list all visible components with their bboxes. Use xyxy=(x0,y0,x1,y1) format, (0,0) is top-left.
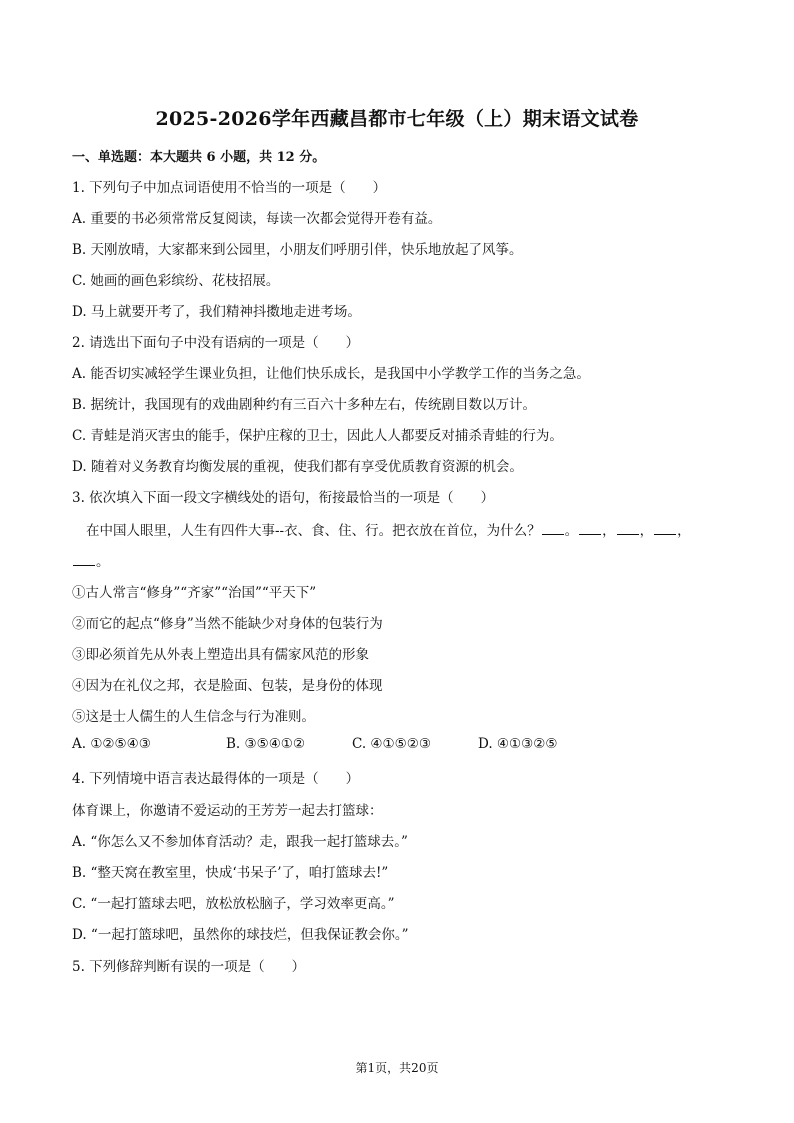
answer-blank-3 xyxy=(617,520,639,535)
answer-blank-2 xyxy=(579,520,601,535)
question-1-stem: 1. 下列句子中加点词语使用不恰当的一项是（ ） xyxy=(72,180,387,196)
answer-blank-4 xyxy=(654,520,676,535)
question-4-stem: 4. 下列情境中语言表达最得体的一项是（ ） xyxy=(72,771,360,787)
section-heading: 一、单选题：本大题共 6 小题，共 12 分。 xyxy=(72,150,326,165)
answer-blank-1 xyxy=(542,520,564,535)
question-2-option-a: A. 能否切实减轻学生课业负担，让他们快乐成长，是我国中小学教学工作的当务之急。 xyxy=(72,366,590,382)
page-footer: 第1页，共20页 xyxy=(355,1061,439,1075)
question-2-option-c: C. 青蛙是消灭害虫的能手，保护庄稼的卫士，因此人人都要反对捕杀青蛙的行为。 xyxy=(72,428,563,444)
question-3-option-c: C. ④①⑤②③ xyxy=(352,736,431,752)
question-5-stem: 5. 下列修辞判断有误的一项是（ ） xyxy=(72,959,306,975)
question-3-option-d: D. ④①③②⑤ xyxy=(478,736,558,752)
question-2-option-d: D. 随着对义务教育均衡发展的重视，使我们都有享受优质教育资源的机会。 xyxy=(72,459,523,475)
question-3-stem: 3. 依次填入下面一段文字横线处的语句，衔接最恰当的一项是（ ） xyxy=(72,490,495,506)
question-4-context: 体育课上，你邀请不爱运动的王芳芳一起去打篮球： xyxy=(72,803,383,819)
question-3-sentence-4: ④因为在礼仪之邦，衣是脸面、包装，是身份的体现 xyxy=(72,678,383,694)
question-4-option-a: A. “你怎么又不参加体育活动？走，跟我一起打篮球去。” xyxy=(72,834,408,850)
question-4-option-d: D. “一起打篮球吧，虽然你的球技烂，但我保证教会你。” xyxy=(72,927,409,943)
question-3-sentence-3: ③即必须首先从外表上塑造出具有儒家风范的形象 xyxy=(72,647,369,663)
question-4-option-b: B. “整天窝在教室里，快成‘书呆子’了，咱打篮球去!” xyxy=(72,865,389,881)
question-3-sentence-1: ①古人常言“修身”“齐家”“治国”“平天下” xyxy=(72,585,317,601)
question-3-sentence-2: ②而它的起点“修身”当然不能缺少对身体的包装行为 xyxy=(72,616,383,632)
exam-title: 2025-2026学年西藏昌都市七年级（上）期末语文试卷 xyxy=(155,108,639,130)
question-3-passage-line: 在中国人眼里，人生有四件大事--衣、食、住、行。把衣放在首位，为什么？ 。 ， ， ， xyxy=(86,519,691,539)
question-1-option-d: D. 马上就要开考了，我们精神抖擞地走进考场。 xyxy=(72,304,361,320)
question-3-passage: 在中国人眼里，人生有四件大事--衣、食、住、行。把衣放在首位，为什么？ xyxy=(86,523,541,539)
answer-blank-5 xyxy=(73,551,95,566)
question-3-option-b: B. ③⑤④①② xyxy=(226,736,306,752)
question-3-option-a: A. ①②⑤④③ xyxy=(72,736,151,752)
question-4-option-c: C. “一起打篮球去吧，放松放松脑子，学习效率更高。” xyxy=(72,896,395,912)
question-1-option-b: B. 天刚放晴，大家都来到公园里，小朋友们呼朋引伴，快乐地放起了风筝。 xyxy=(72,242,523,258)
question-3-sentence-5: ⑤这是士人儒生的人生信念与行为准则。 xyxy=(72,709,315,725)
question-2-option-b: B. 据统计，我国现有的戏曲剧种约有三百六十多种左右，传统剧目数以万计。 xyxy=(72,397,537,413)
question-3-options xyxy=(0,736,794,758)
question-1-option-c: C. 她画的画色彩缤纷、花枝招展。 xyxy=(72,273,280,289)
question-1-option-a: A. 重要的书必须常常反复阅读，每读一次都会觉得开卷有益。 xyxy=(72,211,442,227)
question-2-stem: 2. 请选出下面句子中没有语病的一项是（ ） xyxy=(72,335,360,351)
question-3-passage-end: 。 xyxy=(72,550,110,570)
